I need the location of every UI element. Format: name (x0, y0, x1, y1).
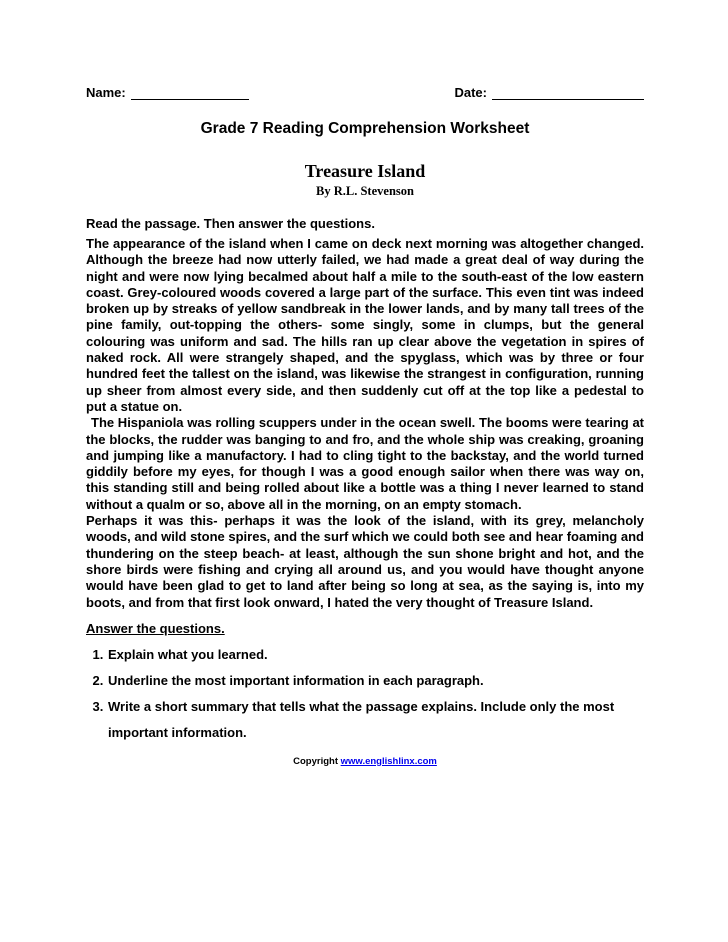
passage-paragraph-1: The appearance of the island when I came on deck next morning was altogether changed. Although the breeze had now utterly failed, we had made a great deal of way during the night and were now lying becalmed about half a mile to the south-east of the low eastern coast. Grey-coloured woods covered a large part of the surface. This even tint was indeed broken up by streaks of yellow sandbreak in the lower lands, and by many tall trees of the pine family, out-topping the others- some singly, some in clumps, but the general colouring was uniform and sad. The hills ran up clear above the vegetation in spires of naked rock. All were strangely shaped, and the spyglass, which was by three or four hundred feet the tallest on the island, was likewise the strangest in configuration, running up sheer from almost every side, and then suddenly cut off at the top like a pedestal to put a statue on. (86, 236, 644, 414)
worksheet-title: Grade 7 Reading Comprehension Worksheet (200, 120, 530, 137)
passage-text (86, 236, 644, 611)
question-item-3: 3. Write a short summary that tells what the passage explains. Include only the most important information. (107, 694, 644, 746)
name-label: Name: (86, 85, 126, 100)
question-item-2: 2. Underline the most important information in each paragraph. (107, 668, 644, 694)
copyright-label: Copyright (293, 755, 341, 767)
date-label: Date: (454, 85, 487, 100)
footer (86, 756, 644, 767)
passage-author: By R.L. Stevenson (316, 184, 414, 198)
question-item-1: 1. Explain what you learned. (107, 642, 644, 668)
reading-instruction: Read the passage. Then answer the questions. (86, 216, 375, 231)
date-field (454, 85, 644, 100)
questions-list (86, 642, 644, 746)
name-blank-line (131, 85, 249, 100)
copyright-link[interactable]: www.englishlinx.com (340, 755, 437, 767)
header (86, 85, 644, 100)
passage-paragraph-3: Perhaps it was this- perhaps it was the look of the island, with its grey, melancholy woods, and wild stone spires, and the surf which we could both see and hear foaming and thundering on the steep beach- at least, although the sun shone bright and hot, and the shore birds were fishing and crying all around us, and you would have thought anyone would have been glad to get to land after being so long at sea, as the saying is, into my boots, and from that first look onward, I hated the very thought of Treasure Island. (86, 513, 644, 610)
name-field (86, 85, 249, 100)
passage-title: Treasure Island (304, 161, 426, 181)
passage-paragraph-2: The Hispaniola was rolling scuppers under in the ocean swell. The booms were tearing at the blocks, the rudder was banging to and fro, and the whole ship was creaking, groaning and jumping like a manufactory. I had to cling tight to the backstay, and the world turned giddily before my eyes, for though I was a good enough sailor when there was way on, this standing still and being rolled about like a bottle was a thing I never learned to stand without a qualm or so, above all in the morning, on an empty stomach. (86, 415, 644, 512)
questions-heading: Answer the questions. (86, 620, 225, 636)
date-blank-line (492, 85, 644, 100)
